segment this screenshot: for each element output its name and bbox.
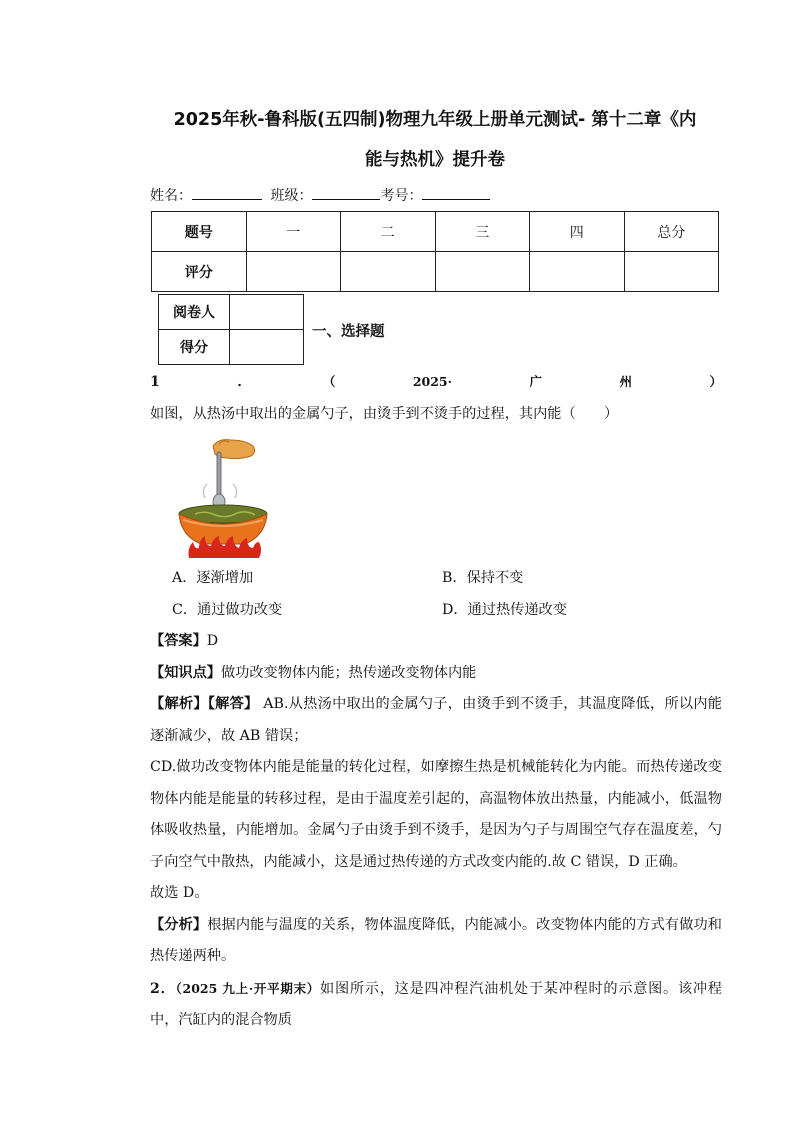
question-1 bbox=[150, 366, 722, 973]
exam-no-label: 考号： bbox=[380, 188, 423, 204]
name-field[interactable] bbox=[192, 185, 262, 200]
score-header-cell: 四 bbox=[530, 212, 625, 252]
score-header-cell: 总分 bbox=[624, 212, 719, 252]
question-source: （2025 九上·开平期末） bbox=[175, 980, 321, 996]
analysis-tag: 【解析】【解答】 bbox=[150, 696, 259, 712]
score-cell[interactable] bbox=[530, 252, 625, 292]
section-heading: 一、选择题 bbox=[312, 324, 385, 340]
soup-spoon-illustration bbox=[175, 436, 275, 559]
conclusion-line: 故选 D。 bbox=[150, 885, 209, 901]
question-2-stem-para bbox=[150, 973, 722, 1037]
knowledge-tag: 【知识点】 bbox=[150, 664, 221, 681]
option-b[interactable]: B．保持不变 bbox=[442, 570, 524, 586]
class-label: 班级： bbox=[270, 188, 313, 204]
knowledge-text: 做功改变物体内能；热传递改变物体内能 bbox=[220, 664, 477, 681]
options-row bbox=[172, 563, 732, 595]
questions bbox=[150, 366, 722, 1037]
question-1-stem-para bbox=[150, 366, 722, 430]
options-row bbox=[172, 595, 732, 627]
title-line-2: 能与热机》提升卷 bbox=[365, 150, 505, 170]
score-table-score-row bbox=[152, 252, 719, 292]
score-header-cell: 题号 bbox=[152, 212, 247, 252]
score-header-cell: 二 bbox=[341, 212, 436, 252]
question-number: 1． bbox=[150, 374, 330, 390]
reviewer-label: 阅卷人 bbox=[159, 295, 230, 330]
score-header-cell: 一 bbox=[246, 212, 341, 252]
section-score-cell[interactable] bbox=[230, 330, 304, 365]
name-label: 姓名： bbox=[150, 188, 192, 204]
reviewer-cell[interactable] bbox=[230, 295, 304, 330]
score-table-header-row bbox=[152, 212, 719, 252]
analysis-text-1: AB.从热汤中取出的金属勺子，由烫手到不烫手，其温度降低，所以内能逐渐减少，故 AB 错误； bbox=[150, 696, 722, 744]
review-para bbox=[150, 910, 722, 973]
review-text: 根据内能与温度的关系，物体温度降低，内能减小。改变物体内能的方式有做功和热传递两种。 bbox=[150, 916, 722, 964]
score-row-label: 评分 bbox=[152, 252, 247, 292]
spoon-icon bbox=[217, 452, 221, 498]
review-tag: 【分析】 bbox=[150, 916, 208, 933]
title-line-1: 2025年秋-鲁科版(五四制)物理九年级上册单元测试- 第十二章《内 bbox=[173, 110, 697, 130]
class-field[interactable] bbox=[312, 185, 380, 200]
option-c[interactable]: C．通过做功改变 bbox=[172, 601, 283, 618]
section-score-label: 得分 bbox=[159, 330, 230, 365]
option-a[interactable]: A．逐渐增加 bbox=[172, 570, 254, 586]
question-stem: 如图所示，这是四冲程汽油机处于某冲程时的示意图。该冲程中，汽缸内的混合物质 bbox=[150, 980, 722, 1028]
score-cell[interactable] bbox=[246, 252, 341, 292]
analysis-para-2: CD.做功改变物体内能是能量的转化过程，如摩擦生热是机械能转化为内能。而热传递改变物体内能是能量的转移过程，是由于温度差引起的，高温物体放出热量，内能减小，低温物体吸收热量，内能增加。金属勺子由烫手到不烫手，是因为勺子与周围空气存在温度差，勺子向空气中散热，内能减小，这是通过热传递的方式改变内能的.故 C 错误，D 正确。 bbox=[150, 759, 722, 870]
student-info bbox=[150, 185, 490, 205]
question-2 bbox=[150, 973, 722, 1037]
reviewer-table bbox=[158, 294, 304, 365]
score-cell[interactable] bbox=[341, 252, 436, 292]
exam-no-field[interactable] bbox=[422, 185, 490, 200]
score-header-cell: 三 bbox=[435, 212, 530, 252]
question-stem: 如图，从热汤中取出的金属勺子，由烫手到不烫手的过程，其内能（ ） bbox=[150, 405, 619, 422]
question-number: 2． bbox=[150, 980, 176, 997]
answer-options bbox=[172, 563, 732, 626]
question-source: （2025·广州） bbox=[329, 374, 722, 389]
score-table bbox=[151, 211, 719, 292]
answer-line bbox=[150, 626, 722, 658]
page-title bbox=[150, 100, 720, 180]
score-cell[interactable] bbox=[435, 252, 530, 292]
soup-spoon-figure bbox=[175, 436, 722, 559]
answer-value: D bbox=[206, 633, 219, 649]
answer-tag: 【答案】 bbox=[150, 633, 207, 649]
score-cell[interactable] bbox=[624, 252, 719, 292]
option-d[interactable]: D．通过热传递改变 bbox=[442, 601, 567, 618]
analysis-para-1 bbox=[150, 689, 722, 752]
knowledge-line bbox=[150, 658, 722, 690]
